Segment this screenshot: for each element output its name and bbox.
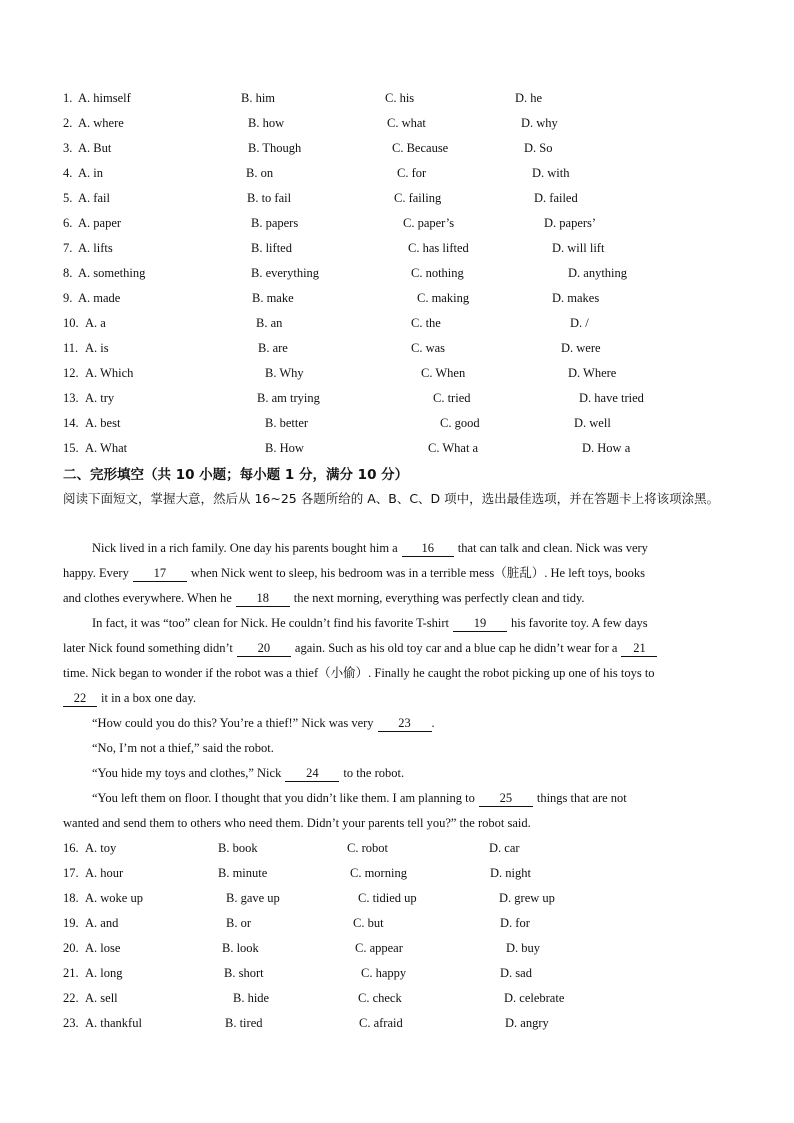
option-b: B. lifted [251, 241, 292, 255]
option-c: C. paper’s [403, 216, 455, 230]
option-b: B. make [252, 291, 294, 305]
passage-text: to the robot. [343, 766, 405, 780]
option-c: C. Because [392, 141, 449, 155]
option-d: D. How a [582, 441, 631, 455]
option-b: B. gave up [226, 891, 280, 905]
option-d: D. / [570, 316, 589, 330]
option-a: A. something [78, 266, 146, 280]
option-row [0, 1011, 794, 1036]
question-number: 16. [63, 841, 79, 855]
passage-line [63, 586, 731, 611]
option-b: B. Why [265, 366, 304, 380]
option-c: C. was [411, 341, 446, 355]
question-number: 17. [63, 866, 79, 880]
question-number: 23. [63, 1016, 79, 1030]
option-a: A. What [85, 441, 128, 455]
option-a: A. Which [85, 366, 134, 380]
option-d: D. have tried [579, 391, 644, 405]
passage-line [63, 811, 731, 836]
blank-16: 16 [402, 541, 454, 557]
option-a: A. lose [85, 941, 121, 955]
passage-line [63, 736, 760, 761]
option-c: C. good [440, 416, 480, 430]
question-number: 4. [63, 166, 73, 180]
option-a: A. a [85, 316, 106, 330]
option-a: A. hour [85, 866, 124, 880]
option-c: C. check [358, 991, 402, 1005]
option-c: C. appear [355, 941, 403, 955]
option-row [0, 961, 794, 986]
option-b: B. how [248, 116, 285, 130]
option-d: D. Where [568, 366, 617, 380]
passage-line [63, 686, 731, 711]
option-a: A. in [78, 166, 103, 180]
option-d: D. well [574, 416, 611, 430]
option-c: C. When [421, 366, 466, 380]
option-row [0, 161, 794, 186]
blank-22: 22 [63, 691, 97, 707]
passage-line [63, 611, 760, 636]
passage-text: . [431, 716, 435, 730]
option-d: D. buy [506, 941, 541, 955]
option-b: B. tired [225, 1016, 263, 1030]
option-row [0, 211, 794, 236]
option-row [0, 111, 794, 136]
question-number: 11. [63, 341, 79, 355]
option-row [0, 411, 794, 436]
option-b: B. papers [251, 216, 299, 230]
option-d: D. will lift [552, 241, 605, 255]
option-b: B. on [246, 166, 274, 180]
option-c: C. making [417, 291, 470, 305]
passage-text: and clothes everywhere. When he [63, 591, 232, 605]
blank-24: 24 [285, 766, 339, 782]
passage-text: things that are not [536, 791, 627, 805]
option-row [0, 286, 794, 311]
option-a: A. long [85, 966, 123, 980]
option-c: C. for [397, 166, 427, 180]
option-d: D. angry [505, 1016, 549, 1030]
option-row [0, 261, 794, 286]
blank-17: 17 [133, 566, 187, 582]
question-number: 18. [63, 891, 79, 905]
question-number: 7. [63, 241, 73, 255]
option-row [0, 236, 794, 261]
option-c: C. tidied up [358, 891, 417, 905]
option-b: B. to fail [247, 191, 292, 205]
option-d: D. papers’ [544, 216, 597, 230]
question-number: 12. [63, 366, 79, 380]
option-row [0, 86, 794, 111]
option-a: A. But [78, 141, 112, 155]
option-d: D. why [521, 116, 558, 130]
passage-line [63, 761, 760, 786]
option-c: C. has lifted [408, 241, 469, 255]
passage-text: time. Nick began to wonder if the robot was a thief（小偷）. Finally he caught the robot picking up one of his toys to [63, 666, 655, 680]
option-a: A. and [85, 916, 119, 930]
option-row [0, 911, 794, 936]
option-row [0, 361, 794, 386]
option-row [0, 336, 794, 361]
passage-line [63, 786, 760, 811]
passage-line [63, 636, 731, 661]
blank-21: 21 [621, 641, 657, 657]
option-d: D. with [532, 166, 570, 180]
blank-25: 25 [479, 791, 533, 807]
option-row [0, 836, 794, 861]
question-number: 15. [63, 441, 79, 455]
option-a: A. toy [85, 841, 117, 855]
passage-text: “No, I’m not a thief,” said the robot. [92, 741, 274, 755]
option-c: C. failing [394, 191, 442, 205]
passage-text: that can talk and clean. Nick was very [457, 541, 648, 555]
option-c: C. the [411, 316, 441, 330]
option-d: D. he [515, 91, 543, 105]
option-d: D. failed [534, 191, 578, 205]
question-number: 8. [63, 266, 73, 280]
passage-line [63, 536, 760, 561]
passage-text: his favorite toy. A few days [510, 616, 648, 630]
question-number: 3. [63, 141, 73, 155]
option-b: B. him [241, 91, 276, 105]
option-a: A. woke up [85, 891, 143, 905]
passage-text: when Nick went to sleep, his bedroom was in a terrible mess（脏乱）. He left toys, books [190, 566, 645, 580]
question-number: 20. [63, 941, 79, 955]
option-b: B. or [226, 916, 251, 930]
passage-text: the next morning, everything was perfectly clean and tidy. [293, 591, 585, 605]
option-c: C. What a [428, 441, 479, 455]
question-number: 13. [63, 391, 79, 405]
option-b: B. hide [233, 991, 270, 1005]
option-a: A. himself [78, 91, 131, 105]
option-d: D. makes [552, 291, 600, 305]
question-number: 22. [63, 991, 79, 1005]
option-row [0, 136, 794, 161]
question-number: 2. [63, 116, 73, 130]
option-b: B. look [222, 941, 259, 955]
option-a: A. paper [78, 216, 122, 230]
option-row [0, 311, 794, 336]
blank-19: 19 [453, 616, 507, 632]
option-a: A. made [78, 291, 121, 305]
option-c: C. happy [361, 966, 407, 980]
option-a: A. lifts [78, 241, 113, 255]
option-c: C. robot [347, 841, 388, 855]
passage-line [63, 711, 760, 736]
option-d: D. grew up [499, 891, 555, 905]
option-a: A. is [85, 341, 109, 355]
option-a: A. sell [85, 991, 118, 1005]
passage-text: again. Such as his old toy car and a blue cap he didn’t wear for a [294, 641, 618, 655]
option-b: B. book [218, 841, 258, 855]
blank-18: 18 [236, 591, 290, 607]
question-number: 14. [63, 416, 79, 430]
question-number: 19. [63, 916, 79, 930]
blank-23: 23 [378, 716, 432, 732]
question-number: 10. [63, 316, 79, 330]
option-a: A. thankful [85, 1016, 142, 1030]
option-b: B. better [265, 416, 309, 430]
option-a: A. fail [78, 191, 110, 205]
option-d: D. sad [500, 966, 532, 980]
option-b: B. minute [218, 866, 268, 880]
passage-text: Nick lived in a rich family. One day his parents bought him a [92, 541, 398, 555]
option-c: C. tried [433, 391, 471, 405]
passage-text: wanted and send them to others who need them. Didn’t your parents tell you?” the robot said. [63, 816, 531, 830]
section-heading: 二、完形填空（共 10 小题；每小题 1 分，满分 10 分） [63, 467, 409, 483]
passage-text: happy. Every [63, 566, 129, 580]
section-instruction: 阅读下面短文，掌握大意，然后从 16~25 各题所给的 A、B、C、D 项中，选出最佳选项，并在答题卡上将该项涂黑。 [63, 491, 720, 506]
option-c: C. afraid [359, 1016, 403, 1030]
option-d: D. car [489, 841, 520, 855]
option-row [0, 986, 794, 1011]
option-row [0, 886, 794, 911]
option-c: C. nothing [411, 266, 464, 280]
option-b: B. an [256, 316, 283, 330]
option-c: C. what [387, 116, 426, 130]
option-b: B. are [258, 341, 288, 355]
passage-line [63, 561, 731, 586]
passage-text: “You left them on floor. I thought that you didn’t like them. I am planning to [92, 791, 475, 805]
question-number: 1. [63, 91, 73, 105]
question-number: 21. [63, 966, 79, 980]
option-d: D. anything [568, 266, 628, 280]
option-c: C. morning [350, 866, 407, 880]
option-b: B. short [224, 966, 264, 980]
question-number: 5. [63, 191, 73, 205]
option-b: B. Though [248, 141, 302, 155]
question-number: 6. [63, 216, 73, 230]
option-row [0, 436, 794, 461]
option-row [0, 861, 794, 886]
passage-text: it in a box one day. [101, 691, 197, 705]
option-b: B. am trying [257, 391, 320, 405]
option-d: D. were [561, 341, 601, 355]
option-row [0, 386, 794, 411]
option-b: B. everything [251, 266, 320, 280]
option-d: D. celebrate [504, 991, 565, 1005]
passage-text: In fact, it was “too” clean for Nick. He couldn’t find his favorite T-shirt [92, 616, 449, 630]
option-a: A. try [85, 391, 115, 405]
option-d: D. So [524, 141, 553, 155]
option-d: D. night [490, 866, 531, 880]
passage-text: later Nick found something didn’t [63, 641, 233, 655]
option-a: A. best [85, 416, 121, 430]
option-c: C. his [385, 91, 415, 105]
option-a: A. where [78, 116, 124, 130]
option-d: D. for [500, 916, 530, 930]
option-b: B. How [265, 441, 304, 455]
option-row [0, 186, 794, 211]
option-c: C. but [353, 916, 384, 930]
passage-text: “How could you do this? You’re a thief!” Nick was very [92, 716, 374, 730]
blank-20: 20 [237, 641, 291, 657]
question-number: 9. [63, 291, 73, 305]
option-row [0, 936, 794, 961]
passage-line [63, 661, 731, 686]
passage-text: “You hide my toys and clothes,” Nick [92, 766, 282, 780]
